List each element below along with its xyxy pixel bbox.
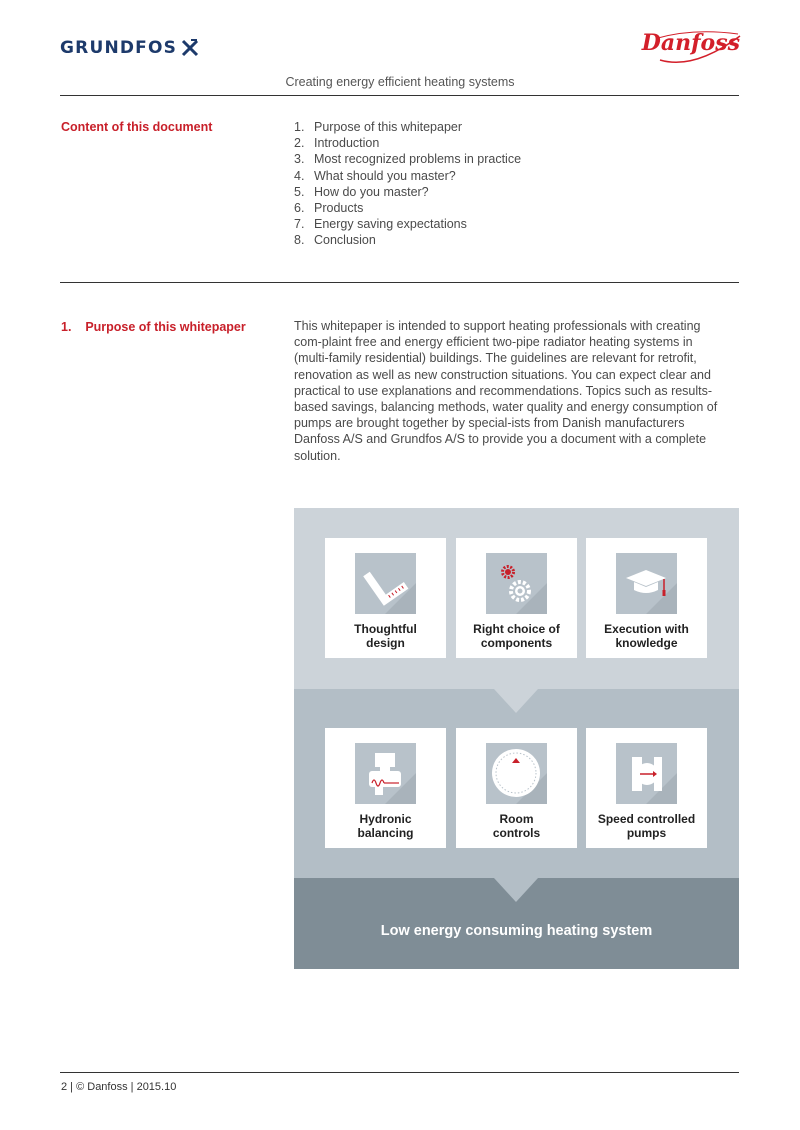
- grundfos-x-icon: [181, 39, 199, 57]
- arrow-down-icon: [494, 689, 538, 713]
- toc-heading: Content of this document: [61, 120, 213, 134]
- card-speed-controlled-pumps: [586, 728, 707, 848]
- card-hydronic-balancing: [325, 728, 446, 848]
- card-label: Execution with knowledge: [604, 622, 689, 650]
- grundfos-wordmark: GRUNDFOS: [60, 38, 178, 58]
- valve-icon: [355, 743, 416, 804]
- card-execution-knowledge: [586, 538, 707, 658]
- arrow-down-icon: [494, 878, 538, 902]
- toc-item[interactable]: 8. Conclusion: [294, 233, 376, 248]
- diagram-result-label: Low energy consuming heating system: [380, 923, 653, 939]
- toc-item[interactable]: 4. What should you master?: [294, 168, 456, 183]
- toc-item[interactable]: 7. Energy saving expectations: [294, 217, 467, 232]
- card-label: Right choice of components: [473, 622, 560, 650]
- card-right-choice-components: [456, 538, 577, 658]
- card-room-controls: [456, 728, 577, 848]
- toc-item[interactable]: 3. Most recognized problems in practice: [294, 152, 522, 167]
- card-label: Thoughtful design: [354, 622, 417, 650]
- header-divider: [60, 95, 739, 96]
- document-subtitle: Creating energy efficient heating systems: [285, 75, 515, 89]
- card-label: Hydronic balancing: [357, 812, 414, 840]
- pump-icon: [616, 743, 677, 804]
- card-label: Speed controlled pumps: [597, 812, 696, 840]
- ruler-square-icon: [355, 553, 416, 614]
- toc-item[interactable]: 1. Purpose of this whitepaper: [294, 120, 463, 134]
- grundfos-logo: [60, 38, 199, 58]
- danfoss-logo: Danfoss: [641, 30, 740, 56]
- thermostat-dial-icon: [486, 743, 547, 804]
- toc-list: [294, 119, 521, 249]
- toc-item[interactable]: 2. Introduction: [294, 136, 380, 151]
- toc-item[interactable]: 6. Products: [294, 201, 364, 216]
- toc-divider: [60, 282, 739, 283]
- card-label: Room controls: [492, 812, 541, 840]
- page-footer: 2 | © Danfoss | 2015.10: [61, 1081, 177, 1093]
- card-thoughtful-design: [325, 538, 446, 658]
- graduation-cap-icon: [616, 553, 677, 614]
- section-body: This whitepaper is intended to support heating professionals with creating com-plaint free and energy efficient two-pipe radiator heating systems in (multi-family residential) buildings. The guidelines are relevant for retrofit, renovation as well as new construction situations. You can expect clear and practical to use explanations and recommendations. Topics such as results-based savings, balancing methods, water quality and energy consumption of pumps are brought together by special-ists from Danish manufacturers Danfoss A/S and Grundfos A/S to provide you a document with a complete solution.: [294, 319, 718, 463]
- section-heading: 1. Purpose of this whitepaper: [61, 320, 246, 334]
- gears-icon: [486, 553, 547, 614]
- toc-item[interactable]: 5. How do you master?: [294, 184, 429, 199]
- heating-system-diagram: [294, 508, 739, 969]
- footer-divider: [60, 1072, 739, 1073]
